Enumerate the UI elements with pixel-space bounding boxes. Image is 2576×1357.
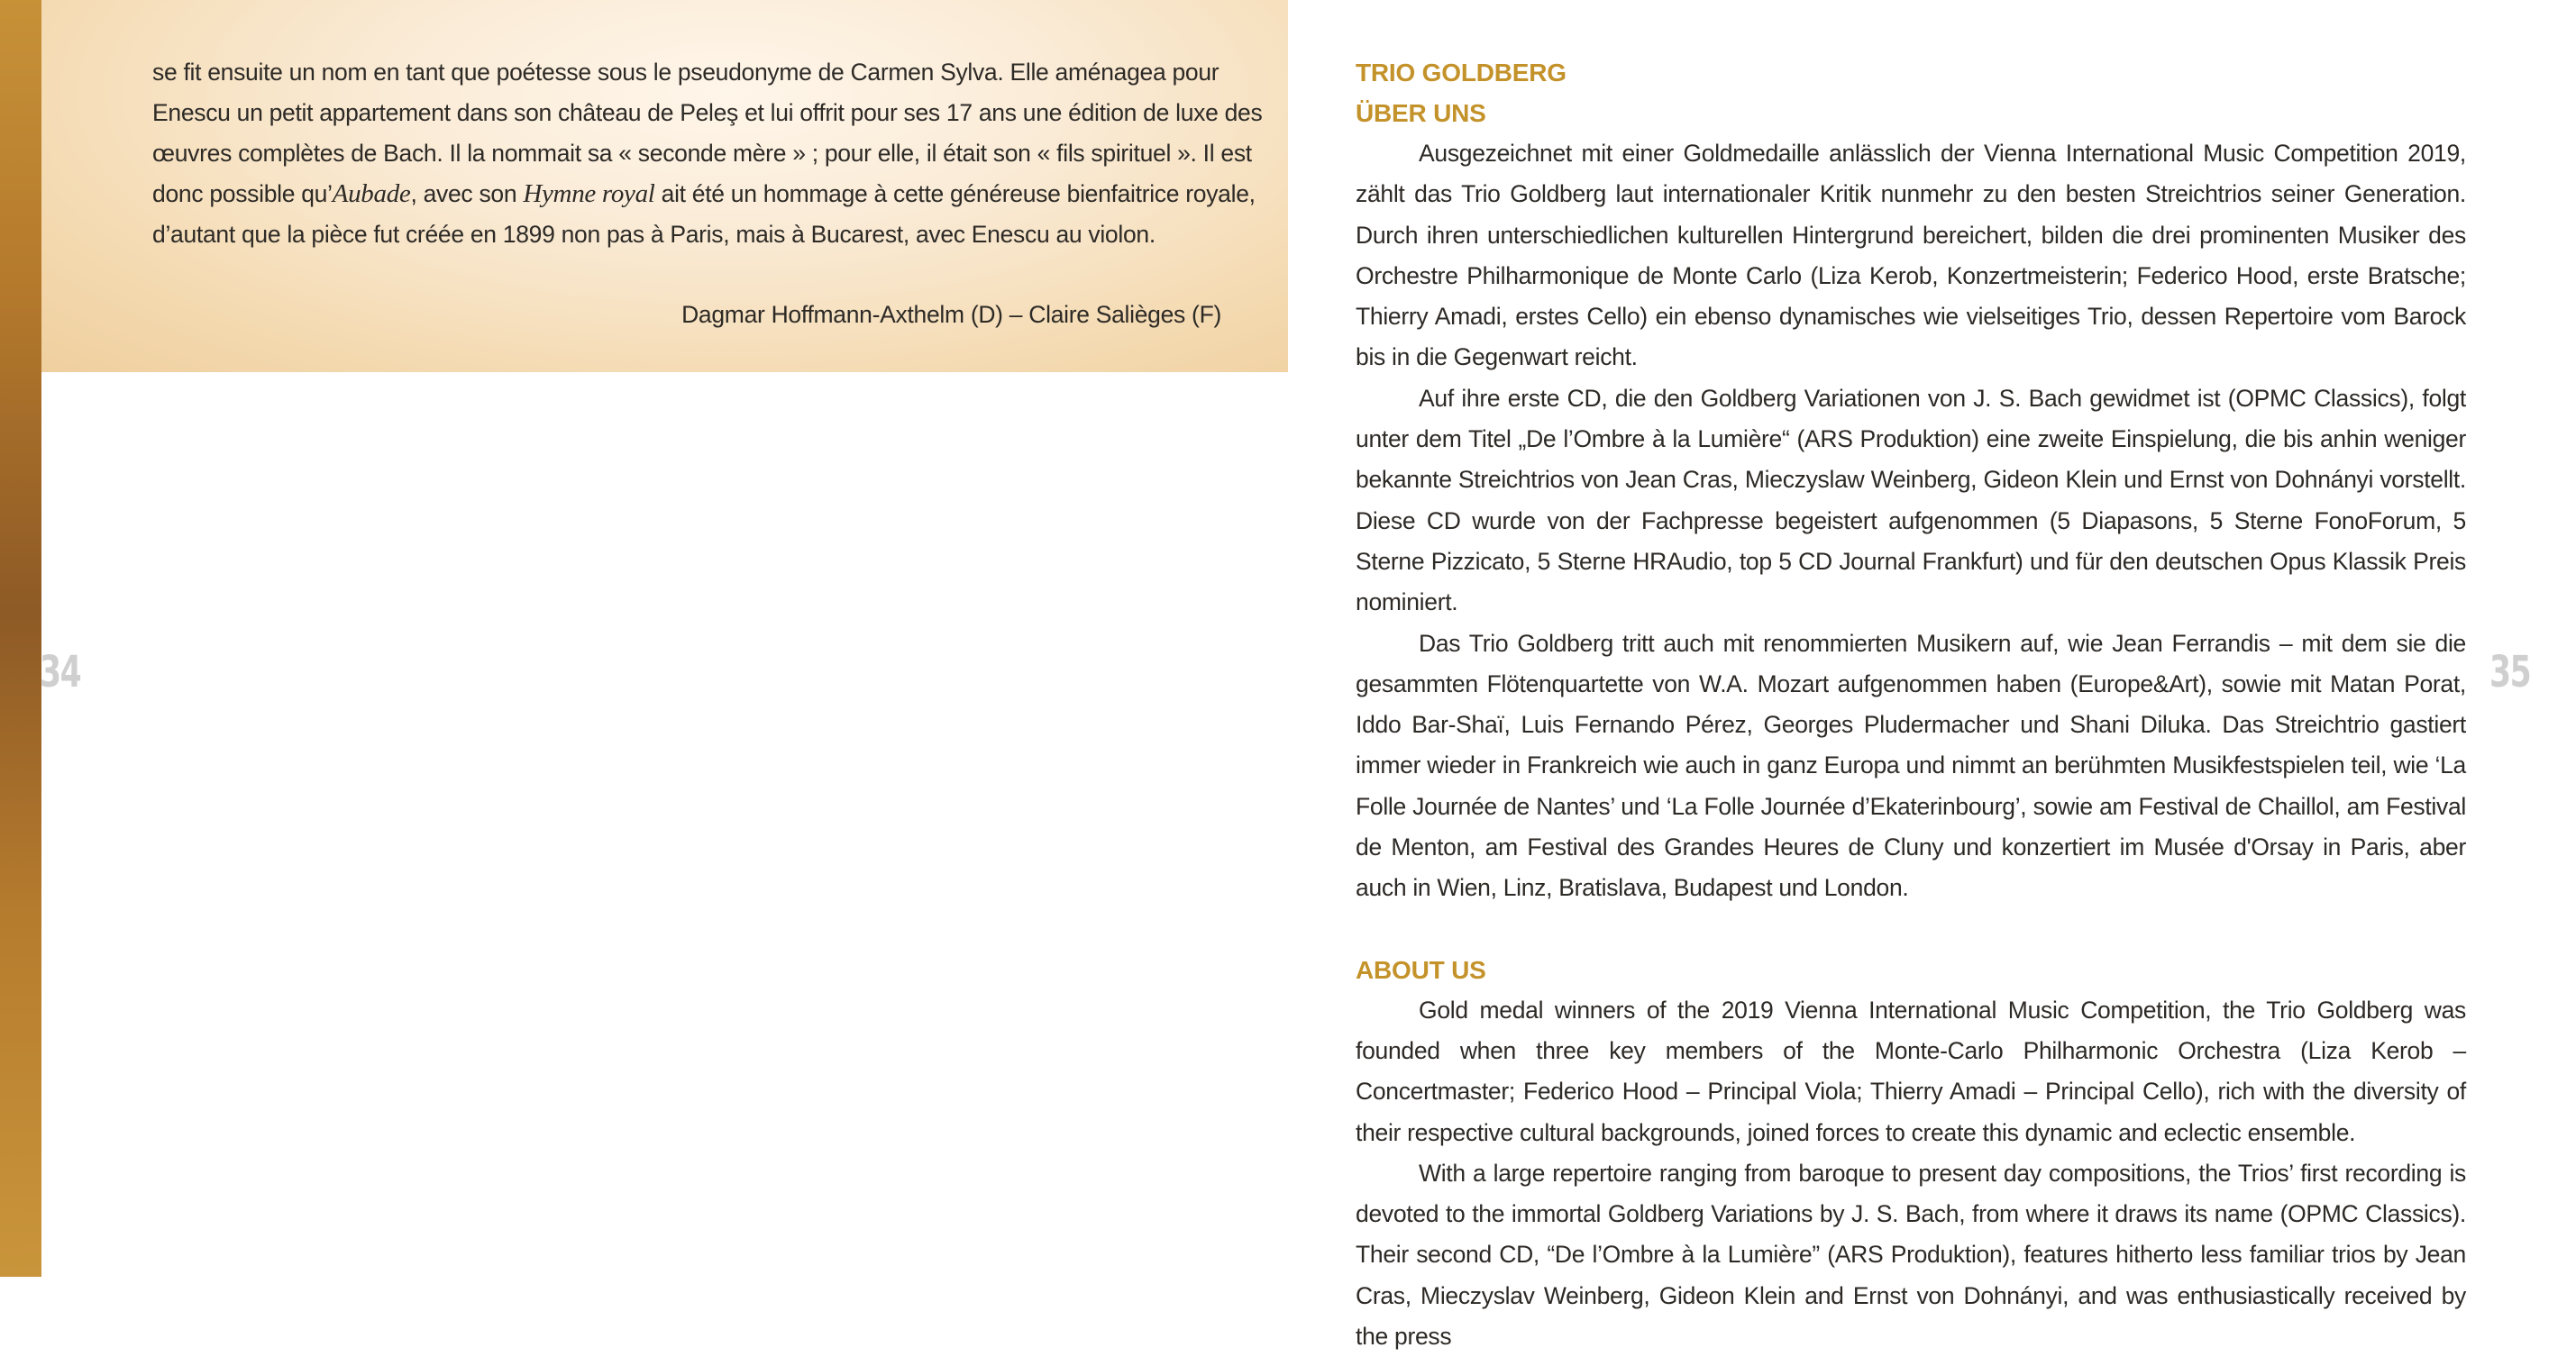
translator-credit: Dagmar Hoffmann-Axthelm (D) – Claire Salièges (F): [681, 301, 1221, 328]
page-number-right: 35: [2489, 647, 2531, 697]
english-paragraph: With a large repertoire ranging from baroque to present day compositions, the Trios’ first recording is devoted to the immortal Goldberg Variations by J. S. Bach, from where it draws its name (OPMC Classics). Their second CD, “De l’Ombre à la Lumière” (ARS Produktion), features hitherto less familiar trios by Jean Cras, Mieczyslav Weinberg, Gideon Klein and Ernst von Dohnányi, and was enthusiastically received by the press: [1356, 1159, 2466, 1351]
paragraph-text-mid: , avec son: [410, 180, 524, 207]
left-page-text-panel: [41, 0, 1288, 372]
german-paragraph: Ausgezeichnet mit einer Goldmedaille anlässlich der Vienna International Music Competition 2019, zählt das Trio Goldberg laut internationaler Kritik nunmehr zu den besten Streichtrios seiner Generation. Durch ihren unterschiedlichen kulturellen Hintergrund bereichert, bilden die drei prominenten Musiker des Orchestre Philharmonique de Monte Carlo (Liza Kerob, Konzertmeisterin; Federico Hood, erste Bratsche; Thierry Amadi, erstes Cello) ein ebenso dynamisches wie vielseitiges Trio, dessen Repertoire vom Barock bis in die Gegenwart reicht.: [1356, 140, 2466, 371]
work-title-hymne-royal: Hymne royal: [523, 179, 655, 208]
right-page-column: [1356, 52, 2466, 1357]
paragraph-text-start: se fit ensuite un nom en tant que poétesse sous le pseudonyme de Carmen Sylva. Elle aménagea pour Enescu un petit appartement dans son château de Peleş et lui offrit pour ses 17 ans une édition de luxe des œuvres complètes de Bach. Il la nommait sa « seconde mère » ; pour elle, il était son « fils spirituel ». Il est donc possible qu’: [152, 59, 1263, 207]
book-spine-band: [0, 0, 41, 1277]
page-number-left: 34: [40, 647, 81, 697]
heading-uber-uns: ÜBER UNS: [1356, 99, 1486, 127]
left-page-paragraph: [152, 52, 1263, 255]
work-title-aubade: Aubade: [332, 179, 411, 208]
section-title-trio-goldberg: TRIO GOLDBERG: [1356, 59, 1567, 87]
paragraph-text-end: ait été un hommage à cette généreuse bienfaitrice royale, d’autant que la pièce fut créée en 1899 non pas à Paris, mais à Bucarest, avec Enescu au violon.: [152, 180, 1256, 248]
german-paragraph: Das Trio Goldberg tritt auch mit renommierten Musikern auf, wie Jean Ferrandis – mit dem sie die gesammten Flötenquartette von W.A. Mozart aufgenommen haben (Europe&Art), sowie mit Matan Porat, Iddo Bar-Shaï, Luis Fernando Pérez, Georges Pludermacher und Shani Diluka. Das Streichtrio gastiert immer wieder in Frankreich wie auch in ganz Europa und nimmt an berühmten Musikfestspielen teil, wie ‘La Folle Journée de Nantes’ und ‘La Folle Journée d’Ekaterinbourg’, sowie am Festival de Chaillol, am Festival de Menton, am Festival des Grandes Heures de Cluny und konzertiert im Musée d'Orsay in Paris, aber auch in Wien, Linz, Bratislava, Budapest und London.: [1356, 629, 2466, 902]
heading-about-us: ABOUT US: [1356, 955, 1486, 984]
english-paragraph: Gold medal winners of the 2019 Vienna International Music Competition, the Trio Goldberg was founded when three key members of the Monte-Carlo Philharmonic Orchestra (Liza Kerob – Concertmaster; Federico Hood – Principal Viola; Thierry Amadi – Principal Cello), rich with the diversity of their respective cultural backgrounds, joined forces to create this dynamic and eclectic ensemble.: [1356, 996, 2466, 1146]
german-paragraph: Auf ihre erste CD, die den Goldberg Variationen von J. S. Bach gewidmet ist (OPMC Classics), folgt unter dem Titel „De l’Ombre à la Lumière“ (ARS Produktion) eine zweite Einspielung, die bis anhin weniger bekannte Streichtrios von Jean Cras, Mieczyslaw Weinberg, Gideon Klein und Ernst von Dohnányi vorstellt. Diese CD wurde von der Fachpresse begeistert aufgenommen (5 Diapasons, 5 Sterne FonoForum, 5 Sterne Pizzicato, 5 Sterne HRAudio, top 5 CD Journal Frankfurt) und für den deutschen Opus Klassik Preis nominiert.: [1356, 384, 2466, 616]
